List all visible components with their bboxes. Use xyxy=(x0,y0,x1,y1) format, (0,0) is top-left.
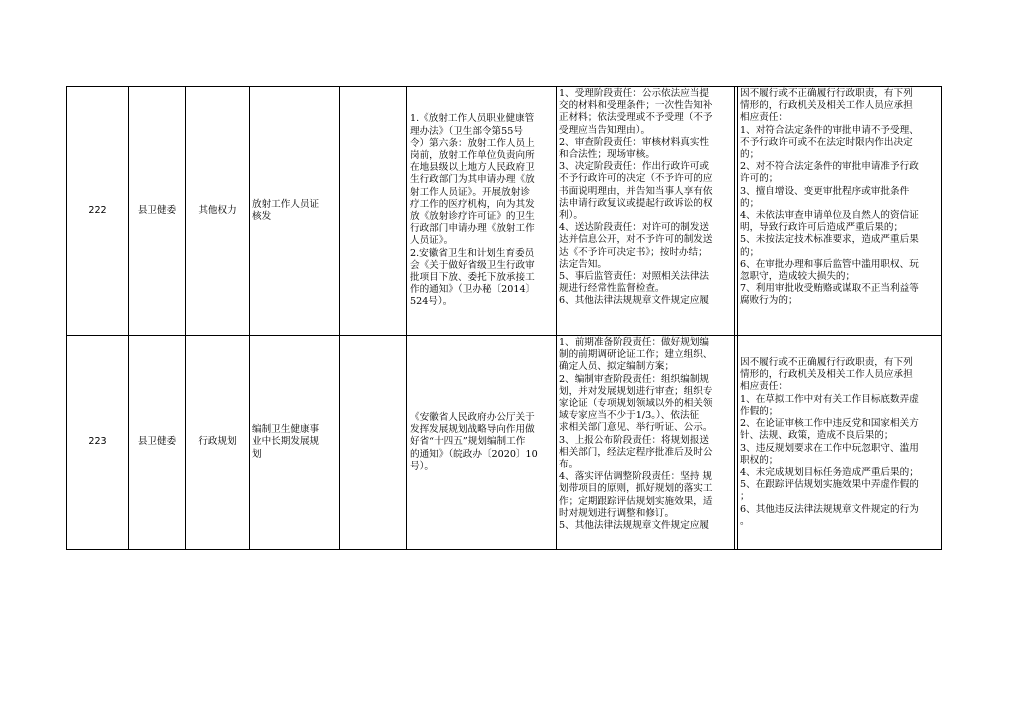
basis-line: 人员证》。 xyxy=(410,235,454,247)
duty-line: 3、决定阶段责任：作出行政许可或 xyxy=(559,161,710,173)
empty-cell xyxy=(340,87,406,335)
duty-line: 确定人员、拟定编制方案； xyxy=(559,361,675,373)
basis-line: 行政部门申请办理《放射工作 xyxy=(410,223,535,235)
basis-line: 号）。 xyxy=(410,460,434,472)
duty-line: 时对规划进行调整和修订。 xyxy=(559,507,675,519)
liability-line: 作假的； xyxy=(740,405,779,417)
liability-line: 的； xyxy=(740,246,760,258)
basis-line: 524号）。 xyxy=(410,296,453,308)
liability-line: 3、违反规划要求在工作中玩忽职守、滥用 xyxy=(740,442,919,454)
basis-line: 生行政部门为其申请办理《放 xyxy=(410,174,535,186)
basis-line: 在地县级以上地方人民政府卫 xyxy=(410,162,535,174)
liability-line: 2、对不符合法定条件的审批申请准予行政 xyxy=(740,161,919,173)
row-index: 223 xyxy=(88,436,107,448)
liability-line: 明，导致行政许可后造成严重后果的； xyxy=(740,222,904,234)
item-name-line: 编制卫生健康事 xyxy=(252,424,320,436)
duty-line: 作；定期跟踪评估规划实施效果，适 xyxy=(559,495,713,507)
duty-line: 4、送达阶段责任：对许可的制发送 xyxy=(559,222,710,234)
item-name-cell xyxy=(250,336,339,549)
duty-line: 划带项目的原则，抓好规划的落实工 xyxy=(559,483,713,495)
liability-line: 4、未完成规划目标任务造成严重后果的； xyxy=(740,466,919,478)
duty-line: 3、上报公布阶段责任：将规划报送 xyxy=(559,434,710,446)
basis-line: 令）第六条：放射工作人员上 xyxy=(410,137,535,149)
liability-line: 相应责任： xyxy=(740,112,788,124)
duty-line: 法申请行政复议或提起行政诉讼的权 xyxy=(559,197,713,209)
basis-line: 射工作人员证》。开展放射诊 xyxy=(410,186,530,198)
row-index: 222 xyxy=(88,204,107,216)
basis-line: 会《关于做好省级卫生行政审 xyxy=(410,259,535,271)
basis-line: 岗前，放射工作单位负责向所 xyxy=(410,149,535,161)
liability-line: 6、其他违反法律法规规章文件规定的行为 xyxy=(740,503,919,515)
basis-line: 发挥发展规划战略导向作用做 xyxy=(410,424,535,436)
duty-line: 利）。 xyxy=(559,210,583,222)
liability-line: 7、利用审批收受贿赂或谋取不正当利益等 xyxy=(740,283,919,295)
liability-line: 针、法规、政策，造成不良后果的； xyxy=(740,430,894,442)
liability-line: 忽职守，造成较大损失的； xyxy=(740,271,856,283)
liability-line: 5、未按法定技术标准要求，造成严重后果 xyxy=(740,234,919,246)
liability-line: ； xyxy=(740,491,750,503)
duty-line: 2、编制审查阶段责任：组织编制规 xyxy=(559,373,710,385)
duty-line: 书面说明理由，并告知当事人享有依 xyxy=(559,185,713,197)
liability-line: 许可的； xyxy=(740,173,779,185)
duty-line: 相关部门，经法定程序批准后及时公 xyxy=(559,446,713,458)
item-name-line: 核发 xyxy=(252,211,272,222)
duty-line: 不予行政许可的决定（不予许可的应 xyxy=(559,173,713,185)
duty-line: 2、审查阶段责任：审核材料真实性 xyxy=(559,136,710,148)
empty-cell xyxy=(340,336,406,549)
column-divider xyxy=(734,86,735,550)
liability-line: 。 xyxy=(740,515,750,527)
liability-line: 3、擅自增设、变更审批程序或审批条件 xyxy=(740,185,910,197)
duty-line: 6、其他法律法规规章文件规定应履 xyxy=(559,295,710,307)
basis-line: 批项目下放、委托下放承接工 xyxy=(410,272,535,284)
duty-line: 域专家应当不少于1/3。）、依法征 xyxy=(559,410,700,422)
duty-line: 达《不予许可决定书》；按时办结； xyxy=(559,246,708,258)
responsibility-table xyxy=(66,86,942,550)
liability-line: 1、在草拟工作中对有关工作目标底数弄虚 xyxy=(740,393,919,405)
department-cell: 县卫健委 xyxy=(137,436,177,448)
duty-line: 交的材料和受理条件；一次性告知补 xyxy=(559,100,713,112)
liability-line: 情形的，行政机关及相关工作人员应承担 xyxy=(740,369,913,381)
basis-line: 放《放射诊疗许可证》的卫生 xyxy=(410,211,535,222)
item-name-cell xyxy=(250,87,339,335)
liability-line: 因不履行或不正确履行行政职责，有下列 xyxy=(740,88,913,99)
liability-line: 的； xyxy=(740,149,760,161)
item-name-line: 划 xyxy=(252,448,262,460)
basis-line: 的通知》（皖政办〔2020〕10 xyxy=(410,448,538,460)
basis-line: 疗工作的医疗机构，向为其发 xyxy=(410,198,535,210)
duty-cell xyxy=(557,336,734,549)
liability-line: 不予行政许可或不在法定时限内作出决定 xyxy=(740,136,913,148)
duty-line: 正材料；依法受理或不予受理（不予 xyxy=(559,112,713,124)
duty-line: 5、事后监管责任：对照相关法律法 xyxy=(559,271,710,283)
liability-line: 相应责任： xyxy=(740,381,788,393)
basis-line: 作的通知》（卫办秘〔2014〕 xyxy=(410,284,536,296)
duty-line: 4、落实评估调整阶段责任：坚持 规 xyxy=(559,471,713,483)
liability-cell xyxy=(738,87,941,335)
duty-line: 和合法性；现场审核。 xyxy=(559,149,655,161)
table-border-right xyxy=(941,86,942,550)
liability-line: 职权的； xyxy=(740,454,779,466)
duty-line: 制的前期调研论证工作；建立组织、 xyxy=(559,349,713,361)
duty-cell xyxy=(557,87,734,335)
duty-line: 划，并对发展规划进行审查；组织专 xyxy=(559,385,713,397)
legal-basis-cell xyxy=(407,87,556,335)
duty-line: 法定告知。 xyxy=(559,258,607,270)
liability-line: 因不履行或不正确履行行政职责，有下列 xyxy=(740,357,913,369)
item-name-line: 放射工作人员证 xyxy=(252,198,320,210)
item-name-line: 业中长期发展规 xyxy=(252,436,320,448)
basis-line: 1.《放射工作人员职业健康管 xyxy=(410,113,535,125)
liability-line: 2、在论证审核工作中违反党和国家相关方 xyxy=(740,418,919,430)
duty-line: 受理应当告知理由）。 xyxy=(559,124,651,136)
liability-cell xyxy=(738,336,941,549)
basis-line: 理办法》（卫生部令第55号 xyxy=(410,125,523,137)
basis-line: 《安徽省人民政府办公厅关于 xyxy=(410,411,535,423)
liability-line: 6、在审批办理和事后监管中滥用职权、玩 xyxy=(740,258,919,270)
duty-line: 达并信息公开，对不予许可的制发送 xyxy=(559,234,713,246)
department-cell: 县卫健委 xyxy=(137,204,177,216)
liability-line: 1、对符合法定条件的审批申请不予受理、 xyxy=(740,124,919,136)
table-border-bottom xyxy=(66,549,942,550)
duty-line: 1、前期准备阶段责任：做好规划编 xyxy=(559,337,710,348)
power-type-cell: 其他权力 xyxy=(198,204,237,216)
liability-line: 5、在跟踪评估规划实施效果中弄虚作假的 xyxy=(740,479,919,491)
duty-line: 布。 xyxy=(559,459,579,471)
liability-line: 4、未依法审查申请单位及自然人的资信证 xyxy=(740,210,919,222)
liability-line: 腐败行为的； xyxy=(740,295,798,307)
liability-line: 的； xyxy=(740,197,760,209)
basis-line: 好省“十四五”规划编制工作 xyxy=(410,436,526,448)
legal-basis-cell xyxy=(407,336,556,549)
basis-line: 2.安徽省卫生和计划生育委员 xyxy=(410,247,535,259)
liability-line: 情形的，行政机关及相关工作人员应承担 xyxy=(740,100,913,112)
duty-line: 1、受理阶段责任：公示依法应当提 xyxy=(559,88,710,99)
duty-line: 规进行经常性监督检查。 xyxy=(559,283,665,295)
duty-line: 求相关部门意见、举行听证、公示。 xyxy=(559,422,713,434)
duty-line: 5、其他法律法规规章文件规定应履 xyxy=(559,520,710,532)
power-type-cell: 行政规划 xyxy=(198,436,237,448)
duty-line: 家论证（专项规划领域以外的相关领 xyxy=(559,398,713,410)
